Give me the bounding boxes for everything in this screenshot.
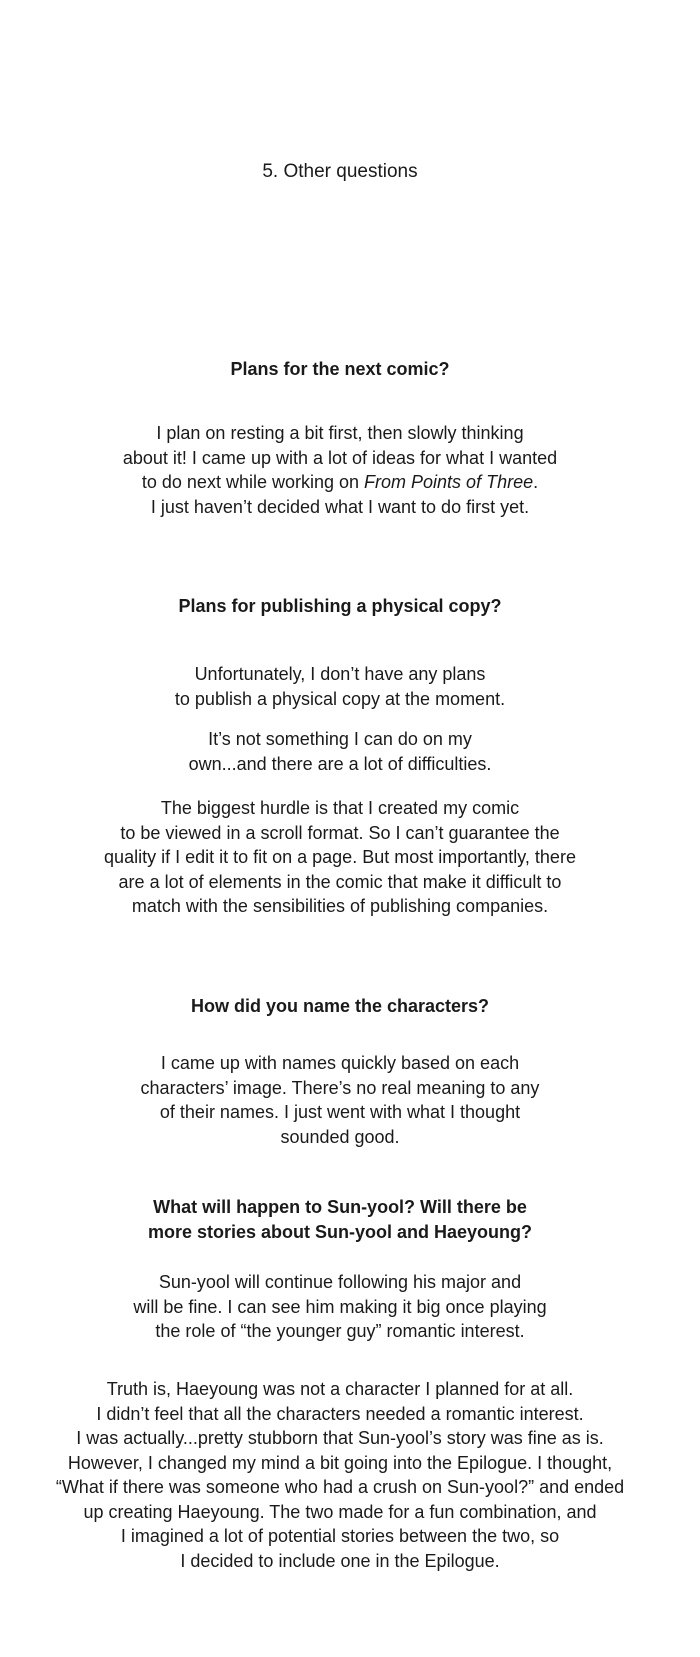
question-physical-copy: Plans for publishing a physical copy?	[178, 596, 502, 616]
answer-paragraph: Unfortunately, I don’t have any plans to publish a physical copy at the moment.	[174, 664, 506, 709]
answer-line: about it! I came up with a lot of ideas for what I wanted	[122, 447, 558, 468]
answer-line: I just haven’t decided what I want to do first yet.	[150, 496, 530, 517]
question-character-names: How did you name the characters?	[190, 996, 490, 1016]
question-sun-yool: What will happen to Sun-yool? Will there be more stories about Sun-yool and Haeyoung?	[147, 1197, 533, 1242]
answer-paragraph: Sun-yool will continue following his major and will be fine. I can see him making it big once playing the role of “the younger guy” romantic interest.	[133, 1272, 547, 1341]
section-title: 5. Other questions	[262, 161, 418, 182]
answer-paragraph: It’s not something I can do on my own...and there are a lot of difficulties.	[188, 729, 492, 774]
answer-paragraph: The biggest hurdle is that I created my comic to be viewed in a scroll format. So I can’t guarantee the quality if I edit it to fit on a page. But most importantly, there are a lot of elements in the comic that make it difficult to match with the sensibilities of publishing companies.	[104, 798, 576, 916]
question-next-comic: Plans for the next comic?	[230, 359, 450, 379]
comic-title: From Points of Three	[364, 472, 534, 492]
answer-next-comic	[0, 421, 680, 519]
answer-line: I plan on resting a bit first, then slowly thinking	[156, 423, 524, 443]
answer-paragraph: Truth is, Haeyoung was not a character I planned for at all. I didn’t feel that all the characters needed a romantic interest. I was actually...pretty stubborn that Sun-yool’s story was fine as is. However, I changed my mind a bit going into the Epilogue. I thought, “What if there was someone who had a crush on Sun-yool?” and ended up creating Haeyoung. The two made for a fun combination, and I imagined a lot of potential stories between the two, so I decided to include one in the Epilogue.	[55, 1379, 625, 1571]
answer-character-names: I came up with names quickly based on each characters’ image. There’s no real meaning to any of their names. I just went with what I thought sounded good.	[140, 1053, 540, 1147]
answer-line: to do next while working on From Points of Three.	[141, 472, 539, 492]
